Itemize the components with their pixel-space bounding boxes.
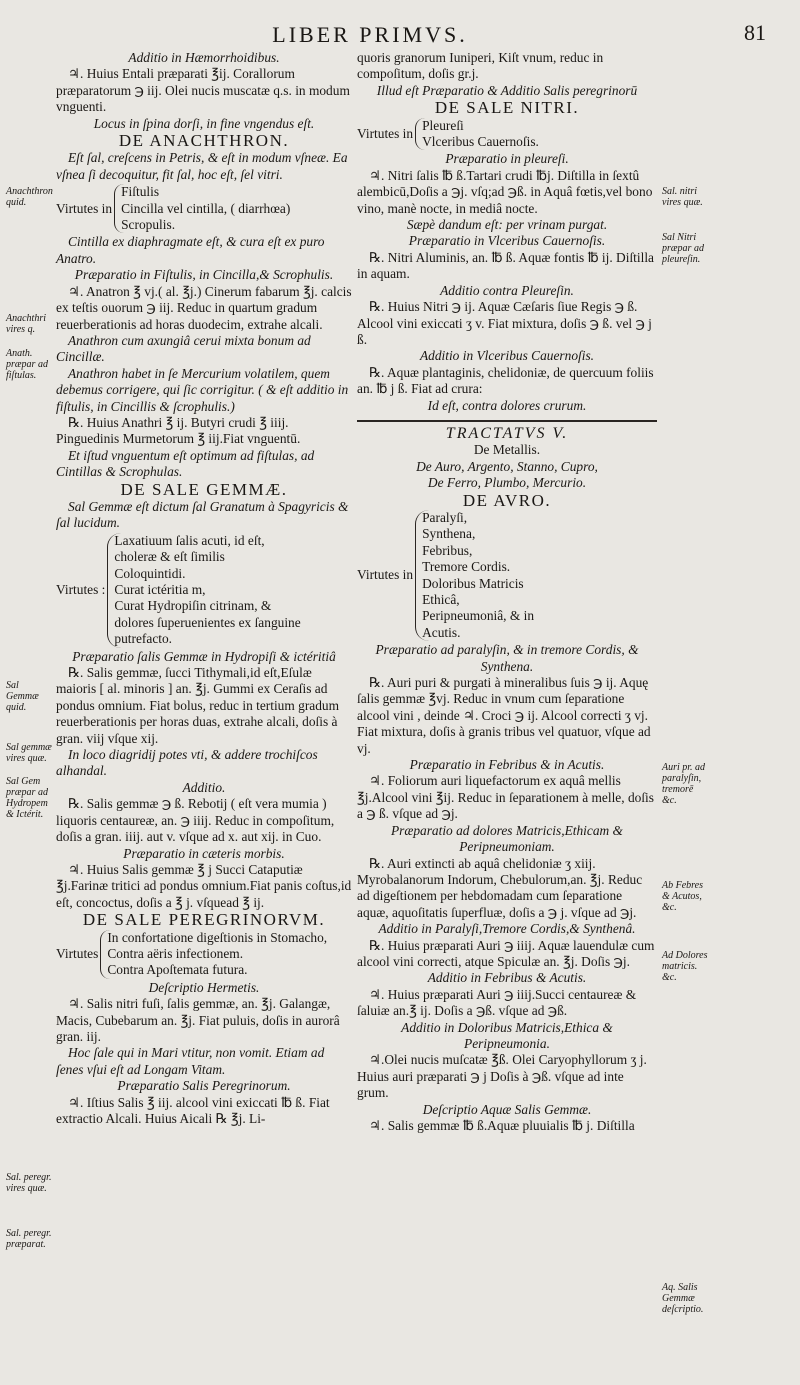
subheading: Additio in Doloribus Matricis,Ethica & Peripneumonia. — [401, 1019, 613, 1051]
virtue-item: Cincilla vel cintilla, ( diarrhœa) — [121, 200, 291, 216]
virtue-item: Curat ictéritia m, — [114, 582, 206, 597]
subheading: Præparatio ſalis Gemmæ in Hydropiſi & ictéritiâ — [72, 648, 336, 664]
note-text: Locus in ſpina dorſi, in fine vngendus eſt. — [93, 115, 315, 131]
section-heading-sale-peregrinorum: DE SALE PEREGRINORVM. — [82, 910, 326, 930]
subheading: Præparatio in Febribus & in Acutis. — [409, 757, 605, 773]
heading-additio-haemorrhoidibus: Additio in Hæmorrhoidibus. — [128, 50, 280, 65]
virtues-list — [415, 510, 534, 641]
recipe-text: ♃. Foliorum auri liquefactorum ex aquâ mellis ℥j.Alcool vini ℥ij. Reduc in ſeparationem à melle, doſis a ℈ ß. vſque ad ℈j. — [357, 773, 654, 822]
virtue-item: Vlceribus Cauernoſis. — [422, 134, 539, 150]
virtues-list — [107, 533, 352, 648]
recipe-text: ℞. Huius Anathri ℥ ij. Butyri crudi ℥ iiij. Pinguedinis Murmetorum ℥ iij.Fiat vnguentū. — [56, 414, 301, 447]
virtue-item: Tremore Cordis. — [422, 559, 511, 575]
recipe-text: ℞. Auri puri & purgati à mineralibus ſuis ℈ ij. Aquę ſalis gemmæ ℥vj. Reduc in vnum cum ſeparatione alcool vini , deinde ♃. Croci ℈ ij. Alcool correcti ʒ vj. Fiat mixtura, doſis à granis tribus vel quatuor, vſque ad vj. — [357, 675, 651, 756]
margin-note: Sal. nitri vires quæ. — [662, 186, 703, 208]
note-text: Id eſt, contra dolores crurum. — [427, 397, 587, 413]
virtue-item: Paralyſi, — [422, 509, 468, 525]
virtue-item: Pleureſi — [422, 117, 464, 133]
virtue-item: Contra Apoſtemata futura. — [107, 962, 248, 978]
running-head: LIBER PRIMVS. — [272, 22, 468, 47]
subheading: Præparatio ad dolores Matricis,Ethicam & Peripneumoniam. — [391, 822, 623, 855]
subheading: Præparatio in pleureſi. — [445, 151, 569, 167]
subheading: Deſcriptio Aquæ Salis Gemmæ. — [422, 1101, 592, 1117]
virtues-label: Virtutes — [56, 945, 99, 961]
recipe-text: ♃.Olei nucis muſcatæ ℥ß. Olei Caryophyllorum ʒ j. Huius auri præparati ℈ j Doſis à ℈ß. vſque ad inte grum. — [357, 1052, 647, 1101]
virtue-item: Febribus, — [422, 542, 473, 558]
recipe-text: ♃. Huius Entali præparati ℥ij. Corallorum præparatorum ℈ iij. Olei nucis muscatæ q.s. in modum vnguenti. — [56, 66, 350, 115]
left-column — [56, 50, 352, 1127]
virtue-item: Ethicâ, — [422, 592, 460, 607]
note-text: Sæpè dandum eſt: per vrinam purgat. — [406, 217, 608, 233]
margin-note: Sal. peregr. præparat. — [6, 1228, 52, 1250]
virtues-list — [415, 118, 539, 151]
virtues-label: Virtutes in — [357, 567, 414, 583]
margin-note: Sal gemmæ vires quæ. — [6, 742, 52, 764]
section-heading-sale-nitri: DE SALE NITRI. — [434, 98, 580, 118]
recipe-text: ℞. Salis gemmæ ℈ ß. Rebotij ( eſt vera mumia ) liquoris centaureæ, an. ℈ iiij. Reduc in compoſitum, doſis a gran. iiij. aut v. vſque ad x. aut xij. in Cuo. — [56, 796, 335, 845]
recipe-text: ♃. Anatron ℥ vj.( al. ℥j.) Cinerum fabarum ℥j. calcis ex teſtis ouorum ℈ iij. Reduc in quartum gradum reuerberationis ad horas duodecim, extrahe alcali. — [56, 283, 352, 332]
margin-note: Aq. Salis Gemmæ deſcriptio. — [662, 1282, 704, 1315]
tractatus-subtitle: De Metallis. — [473, 442, 541, 458]
virtue-item: dolores ſuperuenientes ex ſanguine putrefacto. — [114, 614, 301, 647]
recipe-text: ♃. Iſtius Salis ℥ iij. alcool vini exiccati ℔ ß. Fiat extractio Alcali. Huius Aicali ℞ ℥j. Li- — [56, 1094, 330, 1126]
subheading: Præparatio Salis Peregrinorum. — [117, 1078, 291, 1094]
paragraph: Sal Gemmæ eſt dictum ſal Granatum à Spagyricis & ſal lucidum. — [56, 498, 349, 531]
recipe-text: ♃. Salis nitri fuſi, ſalis gemmæ, an. ℥j. Galangæ, Macis, Cubebarum an. ℥j. Fiat puluis, doſis in aurorâ gran. iij. — [56, 996, 340, 1044]
recipe-text: ♃. Salis gemmæ ℔ ß.Aquæ pluuialis ℔ j. Diſtilla — [369, 1118, 635, 1133]
subheading: Præparatio in cæteris morbis. — [123, 845, 285, 861]
paragraph: Anathron habet in ſe Mercurium volatilem, quem debemus corrigere, qui ſic corrigitur. ( & eſt additio in fiſtulis, in Cincillis & ſcrophulis.) — [56, 365, 349, 414]
subheading: Additio in Paralyſi,Tremore Cordis,& Synthenâ. — [378, 921, 636, 937]
virtues-nitri — [357, 118, 657, 151]
subheading: Additio in Febribus & Acutis. — [427, 970, 587, 986]
subheading: Præparatio in Fiſtulis, in Cincilla,& Scrophulis. — [74, 267, 334, 283]
virtue-item: Fiſtulis — [121, 184, 160, 200]
recipe-text: ♃. Huius Salis gemmæ ℥ j Succi Cataputiæ ℥j.Farinæ tritici ad pondus omnium.Fiat panis coſtus,id eſt, concoctus, doſis a ℥ j. vſquead ℥ ij. — [56, 861, 352, 910]
paragraph: Cintilla ex diaphragmate eſt, & cura eſt ex puro Anatro. — [56, 234, 325, 266]
virtues-gemmae — [56, 533, 352, 648]
subheading: Additio. — [182, 779, 226, 795]
virtue-item: Synthena, — [422, 526, 476, 542]
right-column — [357, 50, 657, 1134]
subheading: Illud eſt Præparatio & Additio Salis peregrinorū — [376, 82, 638, 98]
margin-note: Ad Dolores matricis. &c. — [662, 950, 708, 983]
margin-note: Anachthron quid. — [6, 186, 53, 208]
subheading: Deſcriptio Hermetis. — [148, 979, 260, 995]
margin-note: Sal Gemmæ quid. — [6, 680, 39, 713]
margin-note: Sal Gem præpar ad Hydropem & Ictérit. — [6, 776, 48, 820]
margin-note: Sal Nitri præpar ad pleureſin. — [662, 232, 704, 265]
margin-note: Auri pr. ad paralyſin, tremorē &c. — [662, 762, 706, 806]
section-divider — [357, 420, 657, 422]
subheading: Præparatio in Vlceribus Cauernoſis. — [408, 233, 606, 249]
virtues-anachthron — [56, 184, 352, 233]
page-number: 81 — [744, 20, 766, 45]
paragraph: Eſt ſal, creſcens in Petris, & eſt in modum vſneæ. Ea vſnea ſi decoquitur, fit ſal, hoc eſt, ſel vitri. — [56, 150, 348, 182]
virtues-auro — [357, 510, 657, 641]
margin-note: Sal. peregr. vires quæ. — [6, 1172, 52, 1194]
virtue-item: Contra aëris infectionem. — [107, 945, 244, 961]
virtue-item: Laxatiuum ſalis acuti, id eſt, — [114, 532, 265, 548]
recipe-text: ℞. Huius Nitri ℈ ij. Aquæ Cæſaris ſiue Regis ℈ ß. Alcool vini exiccati ʒ v. Fiat mixtura, doſis ℈ ß. vel ℈ j ß. — [357, 299, 652, 347]
virtues-list — [114, 184, 290, 233]
recipe-text: ℞. Aquæ plantaginis, chelidoniæ, de quercuum foliis an. ℔ j ß. Fiat ad crura: — [357, 364, 654, 397]
recipe-text: ℞. Salis gemmæ, ſucci Tithymali,id eſt,Eſulæ maioris [ al. minoris ] an. ℥j. Gummi ex Ceraſis ad pondus omnium. Fiat bolus, reduc in tertium gradum reuerberationis per horas duas, extrahe alcali, doſis à gran. viij vſque xij. — [56, 665, 340, 746]
virtue-item: Coloquintidi. — [114, 565, 186, 581]
recipe-text: ℞. Nitri Aluminis, an. ℔ ß. Aquæ fontis ℔ ij. Diſtilla in aquam. — [357, 249, 654, 282]
virtue-item: Scropulis. — [121, 217, 176, 233]
virtue-item: Doloribus Matricis — [422, 575, 524, 591]
subheading: Præparatio ad paralyſin, & in tremore Cordis, & Synthena. — [375, 642, 639, 674]
tractatus-heading: TRACTATVS V. — [445, 424, 569, 442]
subheading: Additio in Vlceribus Cauernoſis. — [419, 348, 595, 364]
section-heading-sale-gemmae: DE SALE GEMMÆ. — [120, 479, 288, 499]
virtue-item: Curat Hydropiſin citrinam, & — [114, 598, 272, 614]
virtues-label: Virtutes in — [357, 125, 414, 141]
margin-note: Anachthri vires q. — [6, 313, 46, 335]
subheading: Additio contra Pleureſin. — [440, 282, 574, 298]
virtues-label: Virtutes : — [56, 582, 106, 597]
section-heading-auro: DE AVRO. — [462, 490, 552, 510]
margin-note: Anath. præpar ad fiſtulas. — [6, 348, 48, 381]
metals-list: De Ferro, Plumbo, Mercurio. — [427, 475, 587, 491]
virtues-peregrinorum — [56, 930, 352, 979]
virtues-label: Virtutes in — [56, 200, 113, 216]
paragraph: Hoc ſale qui in Mari vtitur, non vomit. Etiam ad ſenes vſui eſt ad Longam Vitam. — [56, 1045, 325, 1077]
virtue-item: Acutis. — [422, 624, 461, 640]
recipe-text: ℞. Huius præparati Auri ℈ iiij. Aquæ lauendulæ cum alcool vini correcti, atque Spiculæ an. ℥j. Doſis ℈j. — [357, 937, 655, 969]
virtue-item: In confortatione digeſtionis in Stomacho, — [107, 929, 328, 945]
section-heading-anachthron: DE ANACHTHRON. — [118, 131, 290, 151]
virtue-item: choleræ & eſt ſimilis — [114, 549, 225, 565]
paragraph: Et iſtud vnguentum eſt optimum ad fiſtulas, ad Cintillas & Scrophulas. — [56, 447, 315, 480]
virtue-item: Peripneumoniâ, & in — [422, 608, 535, 624]
metals-list: De Auro, Argento, Stanno, Cupro, — [416, 458, 598, 474]
recipe-text: ♃. Huius præparati Auri ℈ iiij.Succi centaureæ & ſaluiæ an.℥ ij. Doſis a ℈ß. vſque ad ℈ß. — [357, 986, 637, 1019]
recipe-text: quoris granorum Iuniperi, Kiſt vnum, reduc in compoſitum, doſis gr.j. — [357, 50, 604, 82]
paragraph: Anathron cum axungiâ cerui mixta bonum ad Cincillæ. — [56, 332, 311, 365]
virtues-list — [100, 930, 327, 979]
paragraph: In loco diagridij potes vti, & addere trochiſcos alhandal. — [56, 747, 318, 779]
margin-note: Ab Febres & Acutos, &c. — [662, 880, 704, 913]
recipe-text: ℞. Auri extincti ab aquâ chelidoniæ ʒ xiij. Myrobalanorum Indorum, Chebulorum,an. ℥j. Reduc ad digeſtionem per hebdomadam cum ſeparatione aquæ, aquoſitatis ſuperfluæ, doſis a ℈ j. vſque ad ℈j. — [357, 855, 643, 920]
recipe-text: ♃. Nitri ſalis ℔ ß.Tartari crudi ℔j. Diſtilla in ſextû alembicū,Doſis a ℈j. vſq;ad ℈ß. in Aquâ fœtis,vel bono vino, manè nocte, in mediâ nocte. — [357, 167, 653, 216]
